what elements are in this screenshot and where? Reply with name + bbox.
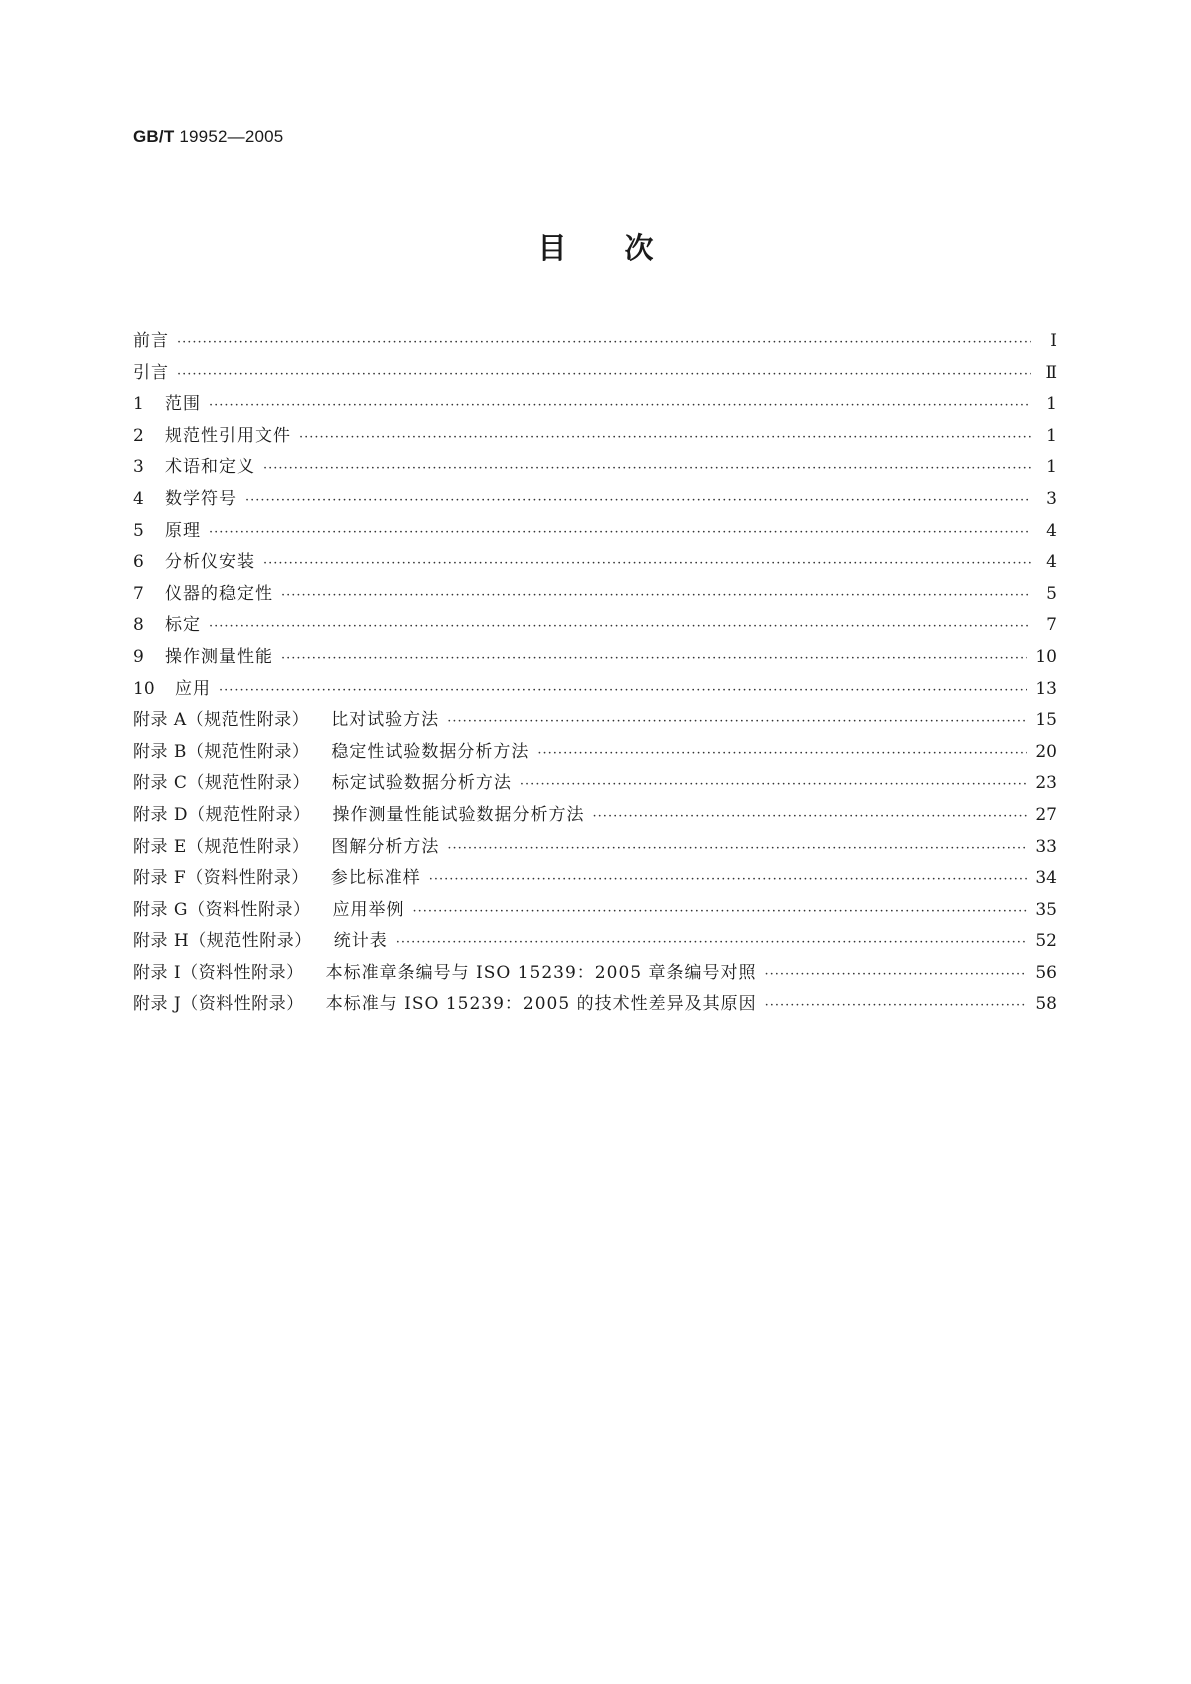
toc-leader-dots (593, 809, 1028, 824)
toc-page: 34 (1035, 868, 1057, 889)
toc-label: 标定试验数据分析方法 (331, 773, 512, 794)
toc-label: 操作测量性能 (165, 646, 273, 667)
toc-appendix-tag: 附录 C（规范性附录） (133, 773, 310, 794)
toc-entry-5[interactable] (133, 516, 1057, 548)
toc-entry-appendix-j[interactable] (133, 989, 1057, 1021)
toc-label: 术语和定义 (165, 457, 255, 478)
toc-leader-dots (764, 967, 1027, 982)
toc-label: 参比标准样 (330, 868, 421, 889)
toc-page: 3 (1046, 488, 1057, 509)
toc-number: 2 (133, 425, 144, 446)
toc-label: 本标准章条编号与 ISO 15239：2005 章条编号对照 (325, 962, 757, 983)
toc-entry-6[interactable] (133, 547, 1057, 579)
toc-page: 7 (1046, 615, 1057, 636)
toc-label: 数学符号 (165, 488, 237, 509)
toc-label: 操作测量性能试验数据分析方法 (332, 804, 585, 825)
toc-label: 比对试验方法 (331, 710, 440, 731)
toc-page: Ⅱ (1045, 362, 1057, 383)
toc-entry-2[interactable] (133, 421, 1057, 453)
toc-page: 20 (1035, 741, 1057, 762)
toc-label: 前言 (133, 331, 169, 351)
toc-leader-dots (447, 841, 1027, 856)
toc-label: 本标准与 ISO 15239：2005 的技术性差异及其原因 (325, 994, 757, 1015)
page-title (0, 226, 1191, 267)
toc-leader-dots (447, 714, 1027, 729)
toc-leader-dots (219, 683, 1027, 698)
toc-entry-4[interactable] (133, 484, 1057, 516)
toc-entry-8[interactable] (133, 610, 1057, 642)
toc-leader-dots (245, 493, 1031, 508)
toc-leader-dots (299, 430, 1031, 445)
toc-number: 7 (133, 583, 144, 604)
toc-leader-dots (281, 588, 1031, 603)
toc-label: 应用 (175, 678, 211, 699)
toc-entry-appendix-b[interactable] (133, 737, 1057, 769)
toc-label: 范围 (165, 394, 201, 415)
toc-page: 5 (1046, 583, 1057, 604)
toc-label: 统计表 (333, 931, 388, 952)
toc-page: 1 (1046, 394, 1057, 415)
toc-leader-dots (263, 556, 1031, 571)
toc-number: 4 (133, 488, 144, 509)
toc-label: 原理 (165, 520, 201, 541)
toc-entry-9[interactable] (133, 642, 1057, 674)
toc-appendix-tag: 附录 I（资料性附录） (133, 962, 304, 983)
toc-label: 仪器的稳定性 (165, 583, 273, 604)
standard-code (133, 127, 283, 147)
standard-number: 19952—2005 (179, 127, 284, 146)
toc-appendix-tag: 附录 F（资料性附录） (133, 868, 309, 889)
toc-page: 56 (1035, 962, 1057, 983)
toc-label: 稳定性试验数据分析方法 (331, 741, 530, 762)
toc-number: 9 (133, 646, 144, 667)
toc-page: 4 (1046, 552, 1057, 573)
toc-leader-dots (412, 904, 1027, 919)
toc-appendix-tag: 附录 J（资料性附录） (133, 994, 304, 1015)
toc-page: 4 (1046, 520, 1057, 541)
toc-number: 1 (133, 394, 144, 415)
toc-page: 1 (1046, 425, 1057, 446)
toc-leader-dots (520, 777, 1027, 792)
toc-entry-appendix-h[interactable] (133, 926, 1057, 958)
toc-leader-dots (177, 367, 1031, 382)
toc-page: 1 (1046, 457, 1057, 478)
toc-appendix-tag: 附录 E（规范性附录） (133, 836, 310, 857)
toc-leader-dots (263, 461, 1031, 476)
toc-page: Ⅰ (1050, 331, 1057, 351)
toc-entry-appendix-a[interactable] (133, 705, 1057, 737)
toc-appendix-tag: 附录 H（规范性附录） (133, 931, 312, 952)
toc-label: 标定 (165, 615, 201, 636)
toc-leader-dots (281, 651, 1027, 666)
toc-label: 图解分析方法 (331, 836, 440, 857)
toc-number: 6 (133, 552, 144, 573)
toc-page: 33 (1035, 836, 1057, 857)
toc-leader-dots (209, 398, 1031, 413)
toc-entry-introduction[interactable] (133, 358, 1057, 390)
title-char-2: 次 (624, 231, 654, 265)
table-of-contents (133, 326, 1057, 1021)
toc-label: 应用举例 (332, 899, 405, 920)
toc-entry-3[interactable] (133, 452, 1057, 484)
toc-number: 5 (133, 520, 144, 541)
toc-entry-10[interactable] (133, 674, 1057, 706)
toc-page: 35 (1035, 899, 1057, 920)
toc-page: 13 (1035, 678, 1057, 699)
toc-leader-dots (537, 746, 1027, 761)
toc-leader-dots (209, 619, 1031, 634)
toc-appendix-tag: 附录 A（规范性附录） (133, 710, 310, 731)
toc-entry-7[interactable] (133, 579, 1057, 611)
toc-entry-appendix-c[interactable] (133, 768, 1057, 800)
toc-appendix-tag: 附录 B（规范性附录） (133, 741, 310, 762)
toc-leader-dots (765, 998, 1028, 1013)
toc-page: 10 (1035, 646, 1057, 667)
toc-entry-appendix-g[interactable] (133, 895, 1057, 927)
toc-page: 15 (1035, 710, 1057, 731)
toc-label: 分析仪安装 (165, 552, 255, 573)
toc-entry-preface[interactable] (133, 326, 1057, 358)
toc-entry-appendix-f[interactable] (133, 863, 1057, 895)
toc-page: 58 (1035, 994, 1057, 1015)
toc-label: 规范性引用文件 (165, 425, 291, 446)
toc-page: 23 (1035, 773, 1057, 794)
standard-prefix: GB/T (133, 127, 175, 146)
toc-label: 引言 (133, 362, 169, 383)
toc-leader-dots (177, 335, 1031, 350)
title-char-1: 目 (537, 231, 567, 265)
toc-page: 52 (1035, 931, 1057, 952)
toc-entry-1[interactable] (133, 389, 1057, 421)
toc-leader-dots (396, 935, 1028, 950)
toc-entry-appendix-d[interactable] (133, 800, 1057, 832)
toc-leader-dots (209, 525, 1031, 540)
toc-leader-dots (429, 872, 1028, 887)
toc-entry-appendix-i[interactable] (133, 958, 1057, 990)
toc-number: 8 (133, 615, 144, 636)
toc-number: 3 (133, 457, 144, 478)
toc-appendix-tag: 附录 D（规范性附录） (133, 804, 311, 825)
toc-appendix-tag: 附录 G（资料性附录） (133, 899, 311, 920)
toc-number: 10 (133, 678, 155, 699)
toc-page: 27 (1035, 804, 1057, 825)
toc-entry-appendix-e[interactable] (133, 832, 1057, 864)
